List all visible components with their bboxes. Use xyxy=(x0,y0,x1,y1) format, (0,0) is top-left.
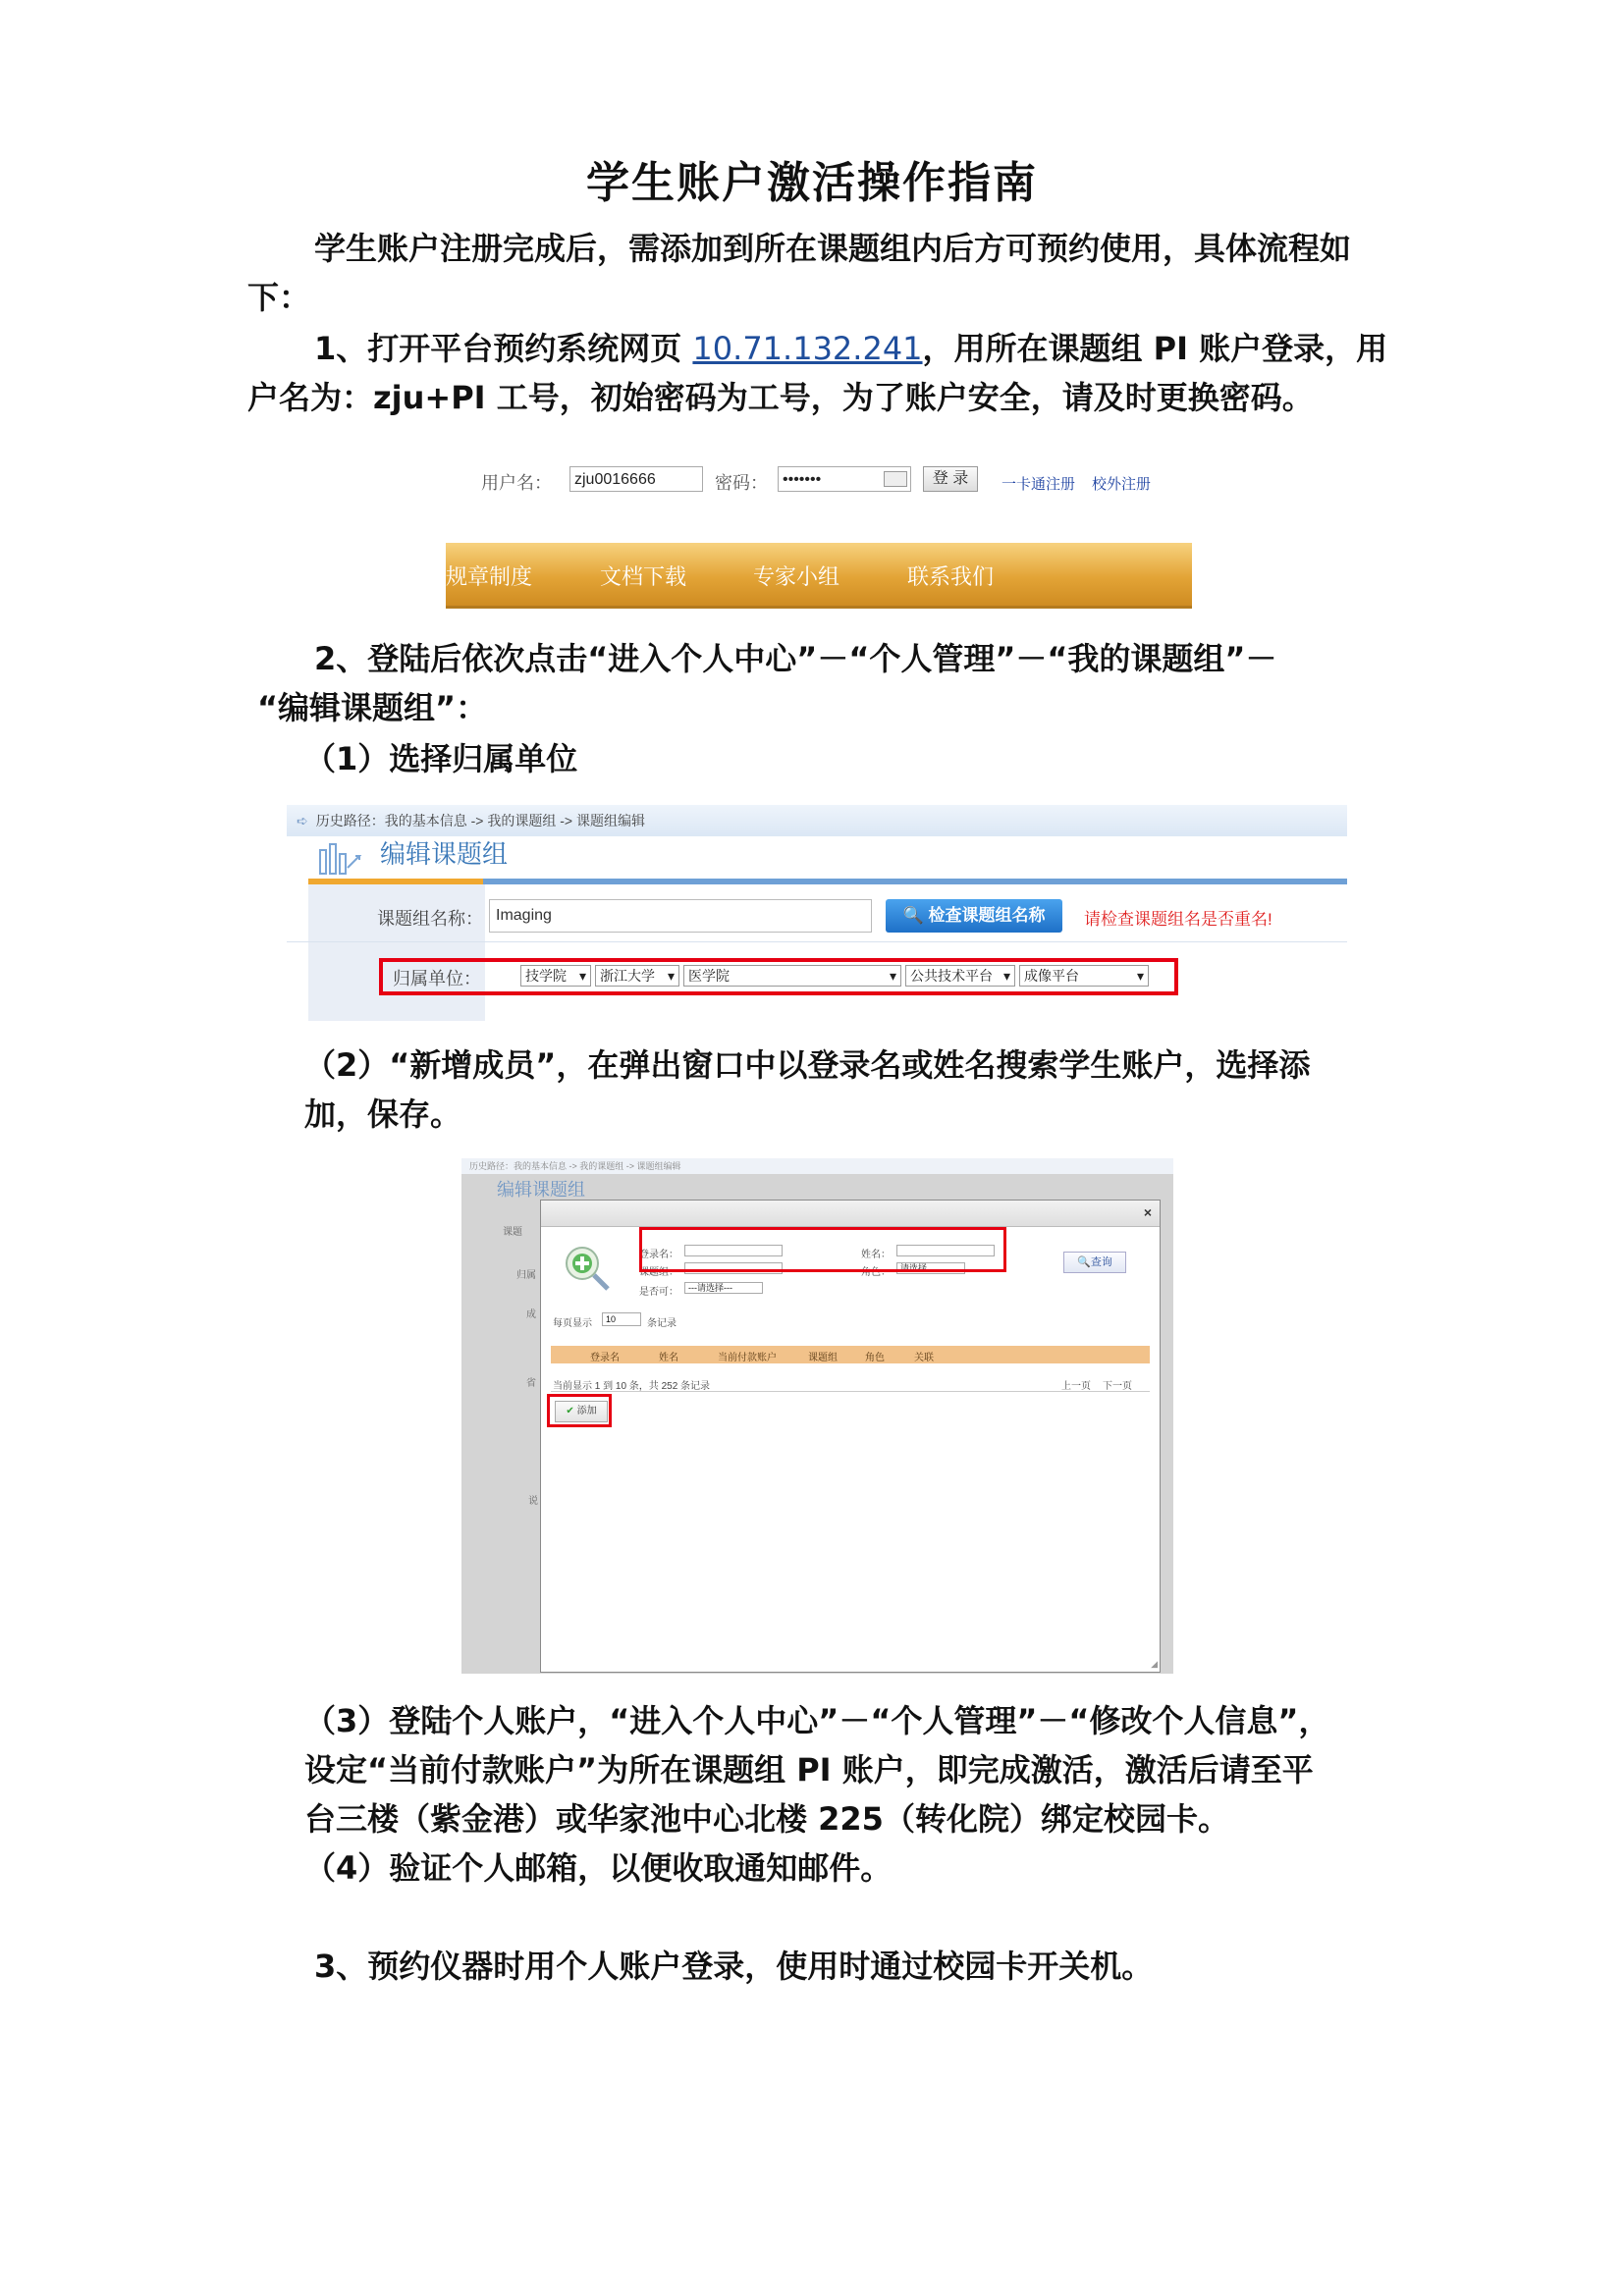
edit-group-screenshot xyxy=(287,805,1347,1021)
login-name-label: 登录名： xyxy=(639,1250,678,1260)
unit-select-5[interactable]: 成像平台 ▾ xyxy=(1019,965,1149,987)
add-member-dialog xyxy=(540,1200,1161,1673)
magnifier-icon: 🔍 xyxy=(1077,1256,1091,1268)
page-title: 学生账户激活操作指南 xyxy=(586,158,1038,208)
col-login: 登录名 xyxy=(590,1353,620,1363)
username-label: 用户名： xyxy=(481,473,552,493)
col-link: 关联 xyxy=(914,1353,934,1363)
paging-info: 当前显示 1 到 10 条，共 252 条记录 xyxy=(553,1381,711,1392)
bg-label: 成 xyxy=(526,1309,536,1320)
bg-label: 归属 xyxy=(516,1270,536,1281)
add-search-icon xyxy=(563,1244,612,1293)
intro-line-1: 学生账户注册完成后，需添加到所在课题组内后方可预约使用，具体流程如 xyxy=(314,230,1352,267)
intro-line-2: 下： xyxy=(247,279,311,316)
highlight-search-box xyxy=(639,1227,1006,1272)
sub2-line-1: （2）“新增成员”，在弹出窗口中以登录名或姓名搜索学生账户，选择添 xyxy=(304,1046,1311,1084)
sub3-line-3: 台三楼（紫金港）或华家池中心北楼 225（转化院）绑定校园卡。 xyxy=(304,1800,1229,1838)
dialog-titlebar xyxy=(541,1201,1160,1227)
step1-post: ，用所在课题组 PI 账户登录，用 xyxy=(922,330,1388,367)
col-payment: 当前付款账户 xyxy=(718,1353,777,1363)
sub3-line-2: 设定“当前付款账户”为所在课题组 PI 账户，即完成激活，激活后请至平 xyxy=(304,1751,1314,1789)
bg-label: 省 xyxy=(526,1378,536,1389)
step1-pre: 1、打开平台预约系统网页 xyxy=(314,330,693,367)
per-page-select[interactable]: 10 xyxy=(602,1312,641,1326)
sub4-line: （4）验证个人邮箱，以便收取通知邮件。 xyxy=(304,1849,893,1887)
paging-row xyxy=(551,1375,1150,1392)
group-label: 课题组： xyxy=(639,1267,678,1278)
password-label: 密码： xyxy=(715,473,768,493)
person-name-label: 姓名： xyxy=(861,1250,891,1260)
results-table-header xyxy=(551,1346,1150,1363)
add-member-screenshot xyxy=(461,1158,1173,1674)
step2-sub1: （1）选择归属单位 xyxy=(304,740,578,777)
nav-bar xyxy=(446,543,1192,609)
resize-grip-icon[interactable]: ◢ xyxy=(1151,1659,1158,1669)
highlight-box xyxy=(379,958,1178,995)
unit-select-2[interactable]: 浙江大学 ▾ xyxy=(595,965,679,987)
password-input[interactable]: ••••••• xyxy=(778,466,911,492)
sub3-line-1: （3）登陆个人账户，“进入个人中心”－“个人管理”－“修改个人信息”， xyxy=(304,1702,1330,1739)
search-button[interactable]: 🔍查询 xyxy=(1063,1252,1126,1273)
col-name: 姓名 xyxy=(659,1353,678,1363)
per-page-label: 每页显示 xyxy=(553,1318,592,1329)
nav-item-contact[interactable]: 联系我们 xyxy=(907,564,995,589)
dialog-breadcrumb: 历史路径：我的基本信息 -> 我的课题组 -> 课题组编辑 xyxy=(461,1158,1173,1174)
step1-line-2: 户名为：zju+PI 工号，初始密码为工号，为了账户安全，请及时更换密码。 xyxy=(247,379,1314,416)
unit-select-4[interactable]: 公共技术平台 ▾ xyxy=(905,965,1015,987)
card-register-link[interactable]: 一卡通注册 xyxy=(1001,476,1076,493)
bg-label: 说 xyxy=(528,1496,538,1507)
breadcrumb xyxy=(287,805,1347,836)
close-icon[interactable]: × xyxy=(1143,1204,1152,1220)
bg-label: 课题 xyxy=(503,1227,522,1238)
unit-label: 归属单位： xyxy=(393,969,481,988)
breadcrumb-text: 历史路径：我的基本信息 -> 我的课题组 -> 课题组编辑 xyxy=(315,813,645,828)
next-page-link[interactable]: 下一页 xyxy=(1103,1381,1132,1392)
edit-group-heading: 编辑课题组 xyxy=(380,839,509,869)
keyboard-icon[interactable] xyxy=(884,471,907,487)
step3-line: 3、预约仪器时用个人账户登录，使用时通过校园卡开关机。 xyxy=(314,1948,1154,1985)
col-group: 课题组 xyxy=(808,1353,838,1363)
unit-select-1[interactable]: 技学院 ▾ xyxy=(520,965,591,987)
active-label: 是否可： xyxy=(639,1287,678,1298)
col-role: 角色 xyxy=(865,1353,885,1363)
prev-page-link[interactable]: 上一页 xyxy=(1061,1381,1091,1392)
check-name-button[interactable]: 🔍 检查课题组名称 xyxy=(886,899,1062,933)
group-name-input[interactable]: Imaging xyxy=(489,899,872,933)
username-input[interactable]: zju0016666 xyxy=(569,466,703,492)
login-bar xyxy=(481,461,1168,501)
dialog-bg-heading: 编辑课题组 xyxy=(497,1180,585,1200)
login-button[interactable]: 登 录 xyxy=(923,466,978,492)
nav-item-experts[interactable]: 专家小组 xyxy=(753,564,840,589)
role-select[interactable]: 请选择 xyxy=(896,1262,965,1274)
highlight-add-box xyxy=(547,1394,612,1427)
add-button[interactable]: ✔ 添加 xyxy=(555,1401,608,1422)
active-select[interactable]: ---请选择--- xyxy=(684,1282,763,1294)
nav-item-rules[interactable]: 规章制度 xyxy=(446,564,533,589)
nav-item-docs[interactable]: 文档下载 xyxy=(600,564,687,589)
chart-logo-icon xyxy=(316,840,365,876)
arrow-right-icon: ➪ xyxy=(297,813,308,828)
unit-select-3[interactable]: 医学院 ▾ xyxy=(683,965,901,987)
step1-line-1 xyxy=(314,324,1387,373)
group-name-label: 课题组名称： xyxy=(377,909,483,929)
external-register-link[interactable]: 校外注册 xyxy=(1092,476,1152,493)
platform-link[interactable]: 10.71.132.241 xyxy=(692,330,923,367)
duplicate-warning: 请检查课题组名是否重名! xyxy=(1084,910,1272,929)
sub2-line-2: 加，保存。 xyxy=(304,1095,462,1133)
per-page-suffix: 条记录 xyxy=(647,1318,677,1329)
checkmark-icon: ✔ xyxy=(566,1406,574,1416)
search-icon: 🔍 xyxy=(902,906,924,925)
role-label: 角色： xyxy=(861,1267,891,1278)
step2-line-1: 2、登陆后依次点击“进入个人中心”－“个人管理”－“我的课题组”－ xyxy=(314,640,1277,677)
step2-line-2: “编辑课题组”： xyxy=(257,689,488,726)
